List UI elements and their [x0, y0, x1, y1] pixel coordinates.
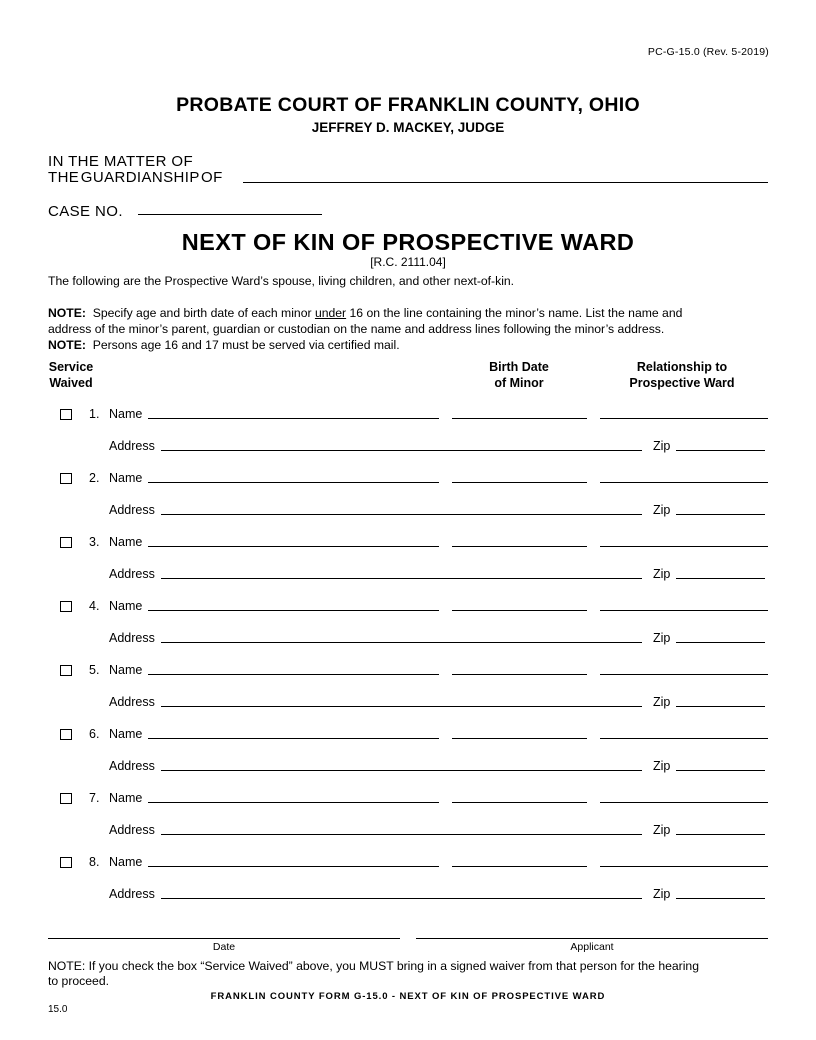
col-birth-line1: Birth Date [489, 360, 549, 374]
footer-version: 15.0 [48, 1004, 68, 1015]
relationship-field[interactable] [600, 802, 768, 803]
note-underlined: under [314, 306, 347, 320]
zip-field[interactable] [676, 834, 765, 835]
address-field[interactable] [161, 898, 642, 899]
note-line-2: address of the minor’s parent, guardian or custodian on the name and address lines following the minor’s address. [48, 322, 665, 336]
entry-number: 4. [89, 599, 100, 613]
birth-date-field[interactable] [452, 546, 587, 547]
zip-label: Zip [653, 695, 671, 709]
zip-field[interactable] [676, 578, 765, 579]
entry-number: 1. [89, 407, 100, 421]
service-waived-checkbox[interactable] [60, 793, 72, 804]
name-label: Name [109, 407, 143, 421]
address-field[interactable] [161, 514, 642, 515]
col-birth-line2: of Minor [494, 376, 544, 390]
relationship-field[interactable] [600, 482, 768, 483]
address-field[interactable] [161, 578, 642, 579]
address-label: Address [109, 631, 155, 645]
note-text-before: Specify age and birth date of each minor [92, 306, 312, 320]
col-service-line1: Service [48, 360, 94, 374]
address-field[interactable] [161, 706, 642, 707]
bottom-note-line-1: NOTE: If you check the box “Service Waived” above, you MUST bring in a signed waiver from that person for the hearing [48, 959, 699, 973]
birth-date-field[interactable] [452, 610, 587, 611]
entry-number: 6. [89, 727, 100, 741]
birth-date-field[interactable] [452, 738, 587, 739]
applicant-signature-line[interactable] [416, 938, 768, 939]
entry-number: 5. [89, 663, 100, 677]
relationship-field[interactable] [600, 610, 768, 611]
service-waived-checkbox[interactable] [60, 729, 72, 740]
address-label: Address [109, 695, 155, 709]
address-label: Address [109, 759, 155, 773]
birth-date-field[interactable] [452, 674, 587, 675]
matter-line-2: THE GUARDIANSHIP OF [48, 169, 223, 186]
birth-date-field[interactable] [452, 866, 587, 867]
name-label: Name [109, 727, 143, 741]
zip-field[interactable] [676, 706, 765, 707]
address-label: Address [109, 503, 155, 517]
address-label: Address [109, 439, 155, 453]
entry-number: 7. [89, 791, 100, 805]
judge-name: JEFFREY D. MACKEY, JUDGE [311, 120, 505, 135]
relationship-field[interactable] [600, 418, 768, 419]
zip-label: Zip [653, 823, 671, 837]
zip-field[interactable] [676, 642, 765, 643]
guardianship-of-field[interactable] [243, 182, 768, 183]
name-field[interactable] [148, 738, 439, 739]
address-field[interactable] [161, 834, 642, 835]
zip-field[interactable] [676, 770, 765, 771]
note-line-3 [48, 338, 400, 352]
name-field[interactable] [148, 482, 439, 483]
name-field[interactable] [148, 610, 439, 611]
zip-label: Zip [653, 439, 671, 453]
court-name: PROBATE COURT OF FRANKLIN COUNTY, OHIO [176, 94, 640, 116]
col-relationship [607, 359, 757, 391]
col-rel-line2: Prospective Ward [629, 376, 735, 390]
address-field[interactable] [161, 770, 642, 771]
col-rel-line1: Relationship to [636, 360, 728, 374]
address-field[interactable] [161, 450, 642, 451]
note-label-2: NOTE: [48, 338, 86, 352]
zip-label: Zip [653, 887, 671, 901]
note-line-1 [48, 306, 682, 320]
statute-reference: [R.C. 2111.04] [370, 255, 446, 269]
zip-label: Zip [653, 631, 671, 645]
relationship-field[interactable] [600, 546, 768, 547]
col-service-line2: Waived [49, 376, 93, 390]
relationship-field[interactable] [600, 738, 768, 739]
address-label: Address [109, 887, 155, 901]
date-signature-line[interactable] [48, 938, 400, 939]
relationship-field[interactable] [600, 866, 768, 867]
date-label: Date [212, 941, 236, 953]
entry-number: 3. [89, 535, 100, 549]
bottom-note-line-2: to proceed. [48, 974, 109, 988]
relationship-field[interactable] [600, 674, 768, 675]
note-text-after: 16 on the line containing the minor’s name. List the name and [349, 306, 683, 320]
address-field[interactable] [161, 642, 642, 643]
zip-label: Zip [653, 503, 671, 517]
case-no-field[interactable] [138, 214, 322, 215]
service-waived-checkbox[interactable] [60, 409, 72, 420]
name-field[interactable] [148, 674, 439, 675]
intro-text: The following are the Prospective Ward’s spouse, living children, and other next-of-kin. [48, 274, 515, 288]
address-label: Address [109, 823, 155, 837]
matter-line-1: IN THE MATTER OF [48, 153, 194, 170]
service-waived-checkbox[interactable] [60, 665, 72, 676]
name-label: Name [109, 471, 143, 485]
name-field[interactable] [148, 418, 439, 419]
name-label: Name [109, 663, 143, 677]
service-waived-checkbox[interactable] [60, 601, 72, 612]
entry-number: 8. [89, 855, 100, 869]
case-no-label: CASE NO. [48, 203, 123, 220]
name-label: Name [109, 855, 143, 869]
birth-date-field[interactable] [452, 418, 587, 419]
note-text-3: Persons age 16 and 17 must be served via certified mail. [92, 338, 400, 352]
service-waived-checkbox[interactable] [60, 473, 72, 484]
footer-form-title: FRANKLIN COUNTY FORM G-15.0 - NEXT OF KIN OF PROSPECTIVE WARD [210, 991, 606, 1002]
form-id: PC-G-15.0 (Rev. 5-2019) [647, 46, 769, 58]
address-label: Address [109, 567, 155, 581]
service-waived-checkbox[interactable] [60, 857, 72, 868]
zip-label: Zip [653, 759, 671, 773]
zip-field[interactable] [676, 898, 765, 899]
col-service-waived [36, 359, 106, 391]
zip-field[interactable] [676, 514, 765, 515]
col-birth-date [469, 359, 569, 391]
name-field[interactable] [148, 866, 439, 867]
name-field[interactable] [148, 802, 439, 803]
name-label: Name [109, 599, 143, 613]
zip-field[interactable] [676, 450, 765, 451]
entry-number: 2. [89, 471, 100, 485]
name-label: Name [109, 535, 143, 549]
birth-date-field[interactable] [452, 802, 587, 803]
note-label: NOTE: [48, 306, 86, 320]
zip-label: Zip [653, 567, 671, 581]
name-label: Name [109, 791, 143, 805]
birth-date-field[interactable] [452, 482, 587, 483]
service-waived-checkbox[interactable] [60, 537, 72, 548]
applicant-label: Applicant [570, 941, 614, 953]
page-title: NEXT OF KIN OF PROSPECTIVE WARD [181, 229, 635, 255]
name-field[interactable] [148, 546, 439, 547]
